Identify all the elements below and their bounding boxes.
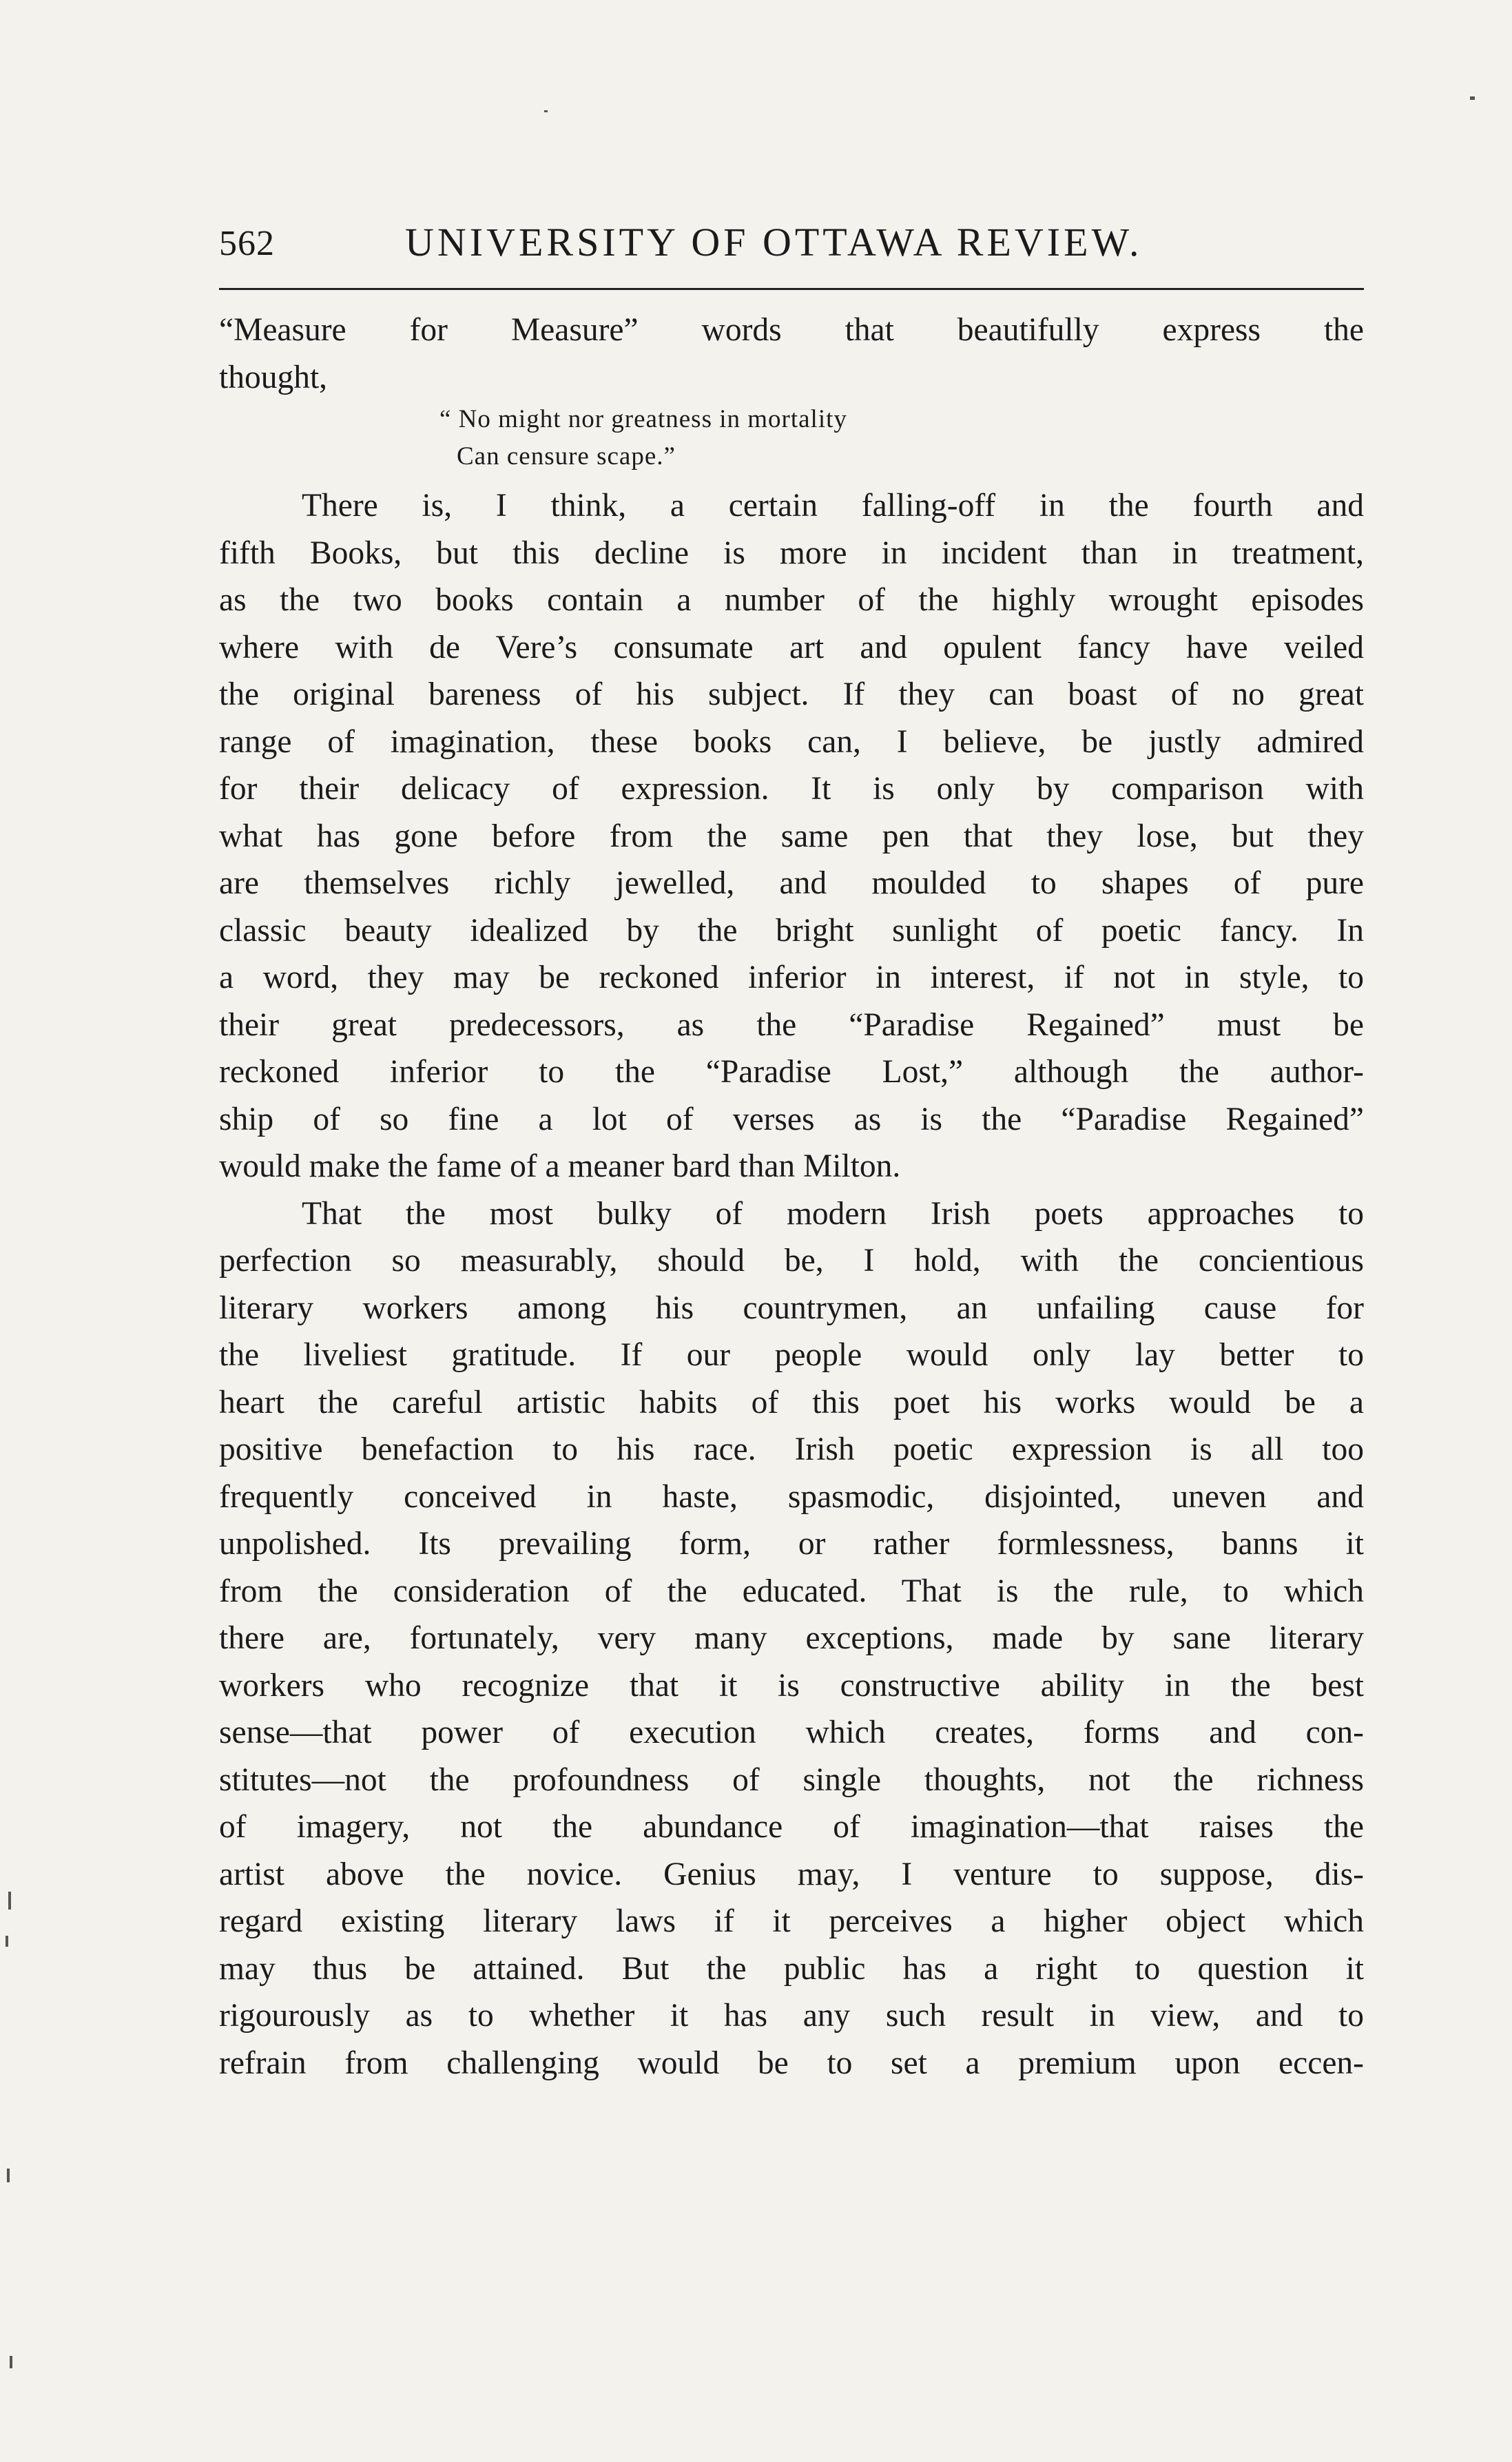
text-line: fifth Books, but this decline is more in incident than in treatment, (219, 535, 1364, 571)
text-line: reckoned inferior to the “Paradise Lost,” although the author- (219, 1054, 1364, 1090)
text-line: workers who recognize that it is constructive ability in the best (219, 1667, 1364, 1704)
text-line: There is, I think, a certain falling-off in the fourth and (302, 488, 1364, 524)
text-line: That the most bulky of modern Irish poets approaches to (302, 1195, 1364, 1232)
text-line: stitutes—not the profoundness of single thoughts, not the richness (219, 1761, 1364, 1798)
text-line: rigourously as to whether it has any such result in view, and to (219, 1998, 1364, 2034)
text-line: unpolished. Its prevailing form, or rather formlessness, banns it (219, 1526, 1364, 1562)
header-rule (219, 288, 1364, 290)
text-line: perfection so measurably, should be, I hold, with the concientious (219, 1243, 1364, 1279)
text-line: their great predecessors, as the “Paradise Regained” must be (219, 1006, 1364, 1043)
text-line: positive benefaction to his race. Irish poetic expression is all too (219, 1431, 1364, 1467)
text-line: “Measure for Measure” words that beautifully express the (219, 312, 1364, 348)
text-line: are themselves richly jewelled, and moulded to shapes of pure (219, 865, 1364, 901)
text-line: thought, (219, 359, 328, 395)
page-header (219, 219, 1364, 274)
text-line: heart the careful artistic habits of this poet his works would be a (219, 1384, 1364, 1420)
text-line: ship of so fine a lot of verses as is the “Paradise Regained” (219, 1101, 1364, 1137)
body-text (219, 307, 1364, 2087)
text-line: there are, fortunately, very many exceptions, made by sane literary (219, 1620, 1364, 1656)
quote-line: “ No might nor greatness in mortality (439, 405, 847, 433)
text-line: from the consideration of the educated. That is the rule, to which (219, 1573, 1364, 1609)
text-line: regard existing literary laws if it perceives a higher object which (219, 1903, 1364, 1939)
text-line: would make the fame of a meaner bard than Milton. (219, 1148, 901, 1184)
text-line: for their delicacy of expression. It is only by comparison with (219, 771, 1364, 807)
quote-line: Can censure scape.” (457, 442, 676, 470)
stray-mark-top (544, 110, 548, 112)
text-line: as the two books contain a number of the highly wrought episodes (219, 582, 1364, 618)
paragraph-1 (219, 482, 1364, 1190)
text-line: where with de Vere’s consumate art and opulent fancy have veiled (219, 629, 1364, 665)
text-line: may thus be attained. But the public has a right to question it (219, 1950, 1364, 1987)
stray-mark-margin-3 (7, 2169, 10, 2182)
verse-quotation (219, 401, 1364, 475)
text-line: the original bareness of his subject. If they can boast of no great (219, 676, 1364, 712)
text-line: classic beauty idealized by the bright sunlight of poetic fancy. In (219, 912, 1364, 949)
text-line: a word, they may be reckoned inferior in interest, if not in style, to (219, 960, 1364, 995)
stray-mark-corner (1470, 96, 1475, 100)
stray-mark-margin-1 (8, 1892, 11, 1910)
text-line: artist above the novice. Genius may, I venture to suppose, dis- (219, 1856, 1364, 1892)
text-line: of imagery, not the abundance of imagination—that raises the (219, 1809, 1364, 1845)
text-line: frequently conceived in haste, spasmodic, disjointed, uneven and (219, 1478, 1364, 1515)
text-line: what has gone before from the same pen that they lose, but they (219, 818, 1364, 854)
text-line: range of imagination, these books can, I believe, be justly admired (219, 723, 1364, 760)
text-line: the liveliest gratitude. If our people would only lay better to (219, 1337, 1364, 1373)
running-title: UNIVERSITY OF OTTAWA REVIEW. (405, 220, 1143, 265)
paragraph-2 (219, 1190, 1364, 2087)
text-line: refrain from challenging would be to set a premium upon eccen- (219, 2045, 1364, 2081)
text-line: sense—that power of execution which creates, forms and con- (219, 1715, 1364, 1750)
stray-mark-margin-2 (6, 1936, 8, 1947)
text-line: literary workers among his countrymen, an unfailing cause for (219, 1290, 1364, 1326)
stray-mark-margin-4 (10, 2356, 12, 2368)
page-number: 562 (219, 224, 275, 263)
